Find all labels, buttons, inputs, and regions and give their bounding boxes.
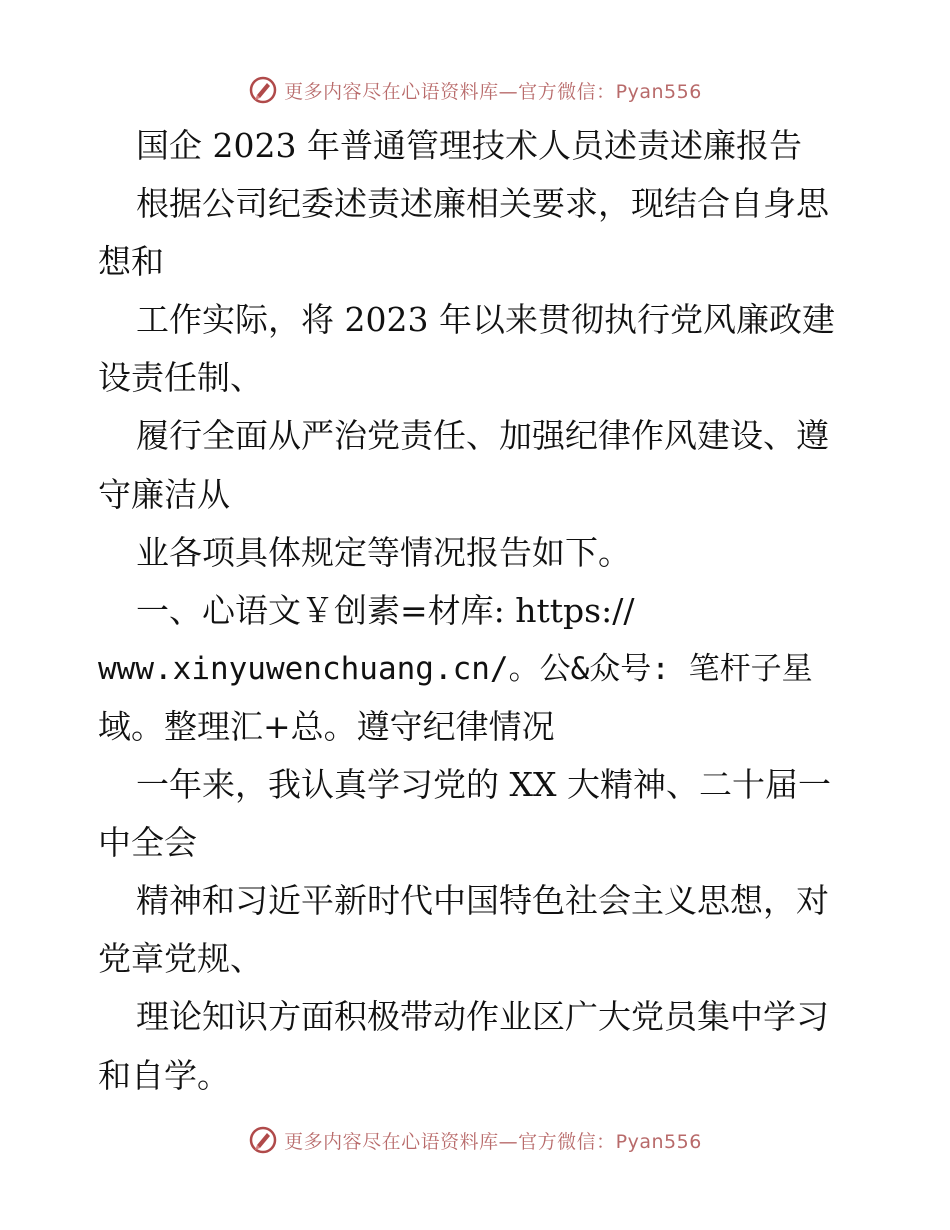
- header-banner: [0, 72, 950, 108]
- url-line: www.xinyuwenchuang.cn/。公&众号: 笔杆子星: [98, 650, 813, 687]
- paragraph-line: 守廉洁从: [98, 474, 230, 514]
- footer-banner-text: 更多内容尽在心语资料库—官方微信：Pyan556: [284, 1130, 702, 1153]
- section-heading-line: 一、心语文￥创素=材库: https://: [136, 590, 635, 630]
- paragraph-line: 业各项具体规定等情况报告如下。: [136, 532, 631, 572]
- header-banner-text: 更多内容尽在心语资料库—官方微信：Pyan556: [284, 80, 702, 103]
- paragraph-line: 精神和习近平新时代中国特色社会主义思想，对: [136, 881, 829, 921]
- pen-logo-icon: [248, 1125, 278, 1155]
- paragraph-line: 中全会: [98, 823, 197, 863]
- paragraph-line: 履行全面从严治党责任、加强纪律作风建设、遵: [136, 416, 829, 456]
- pen-logo-icon: [248, 75, 278, 105]
- paragraph-line: 根据公司纪委述责述廉相关要求，现结合自身思: [136, 184, 829, 224]
- section-heading-line: 域。整理汇+总。遵守纪律情况: [98, 706, 555, 746]
- paragraph-line: 和自学。: [98, 1055, 230, 1095]
- document-title: 国企 2023 年普通管理技术人员述责述廉报告: [136, 126, 802, 165]
- paragraph-line: 党章党规、: [98, 939, 263, 979]
- paragraph-line: 想和: [98, 242, 164, 282]
- document-body: [98, 117, 868, 1105]
- footer-banner: [0, 1122, 950, 1158]
- paragraph-line: 设责任制、: [98, 358, 263, 398]
- paragraph-line: 理论知识方面积极带动作业区广大党员集中学习: [136, 997, 829, 1037]
- paragraph-line: 工作实际，将 2023 年以来贯彻执行党风廉政建: [136, 300, 835, 340]
- paragraph-line: 一年来，我认真学习党的 XX 大精神、二十届一: [136, 765, 831, 805]
